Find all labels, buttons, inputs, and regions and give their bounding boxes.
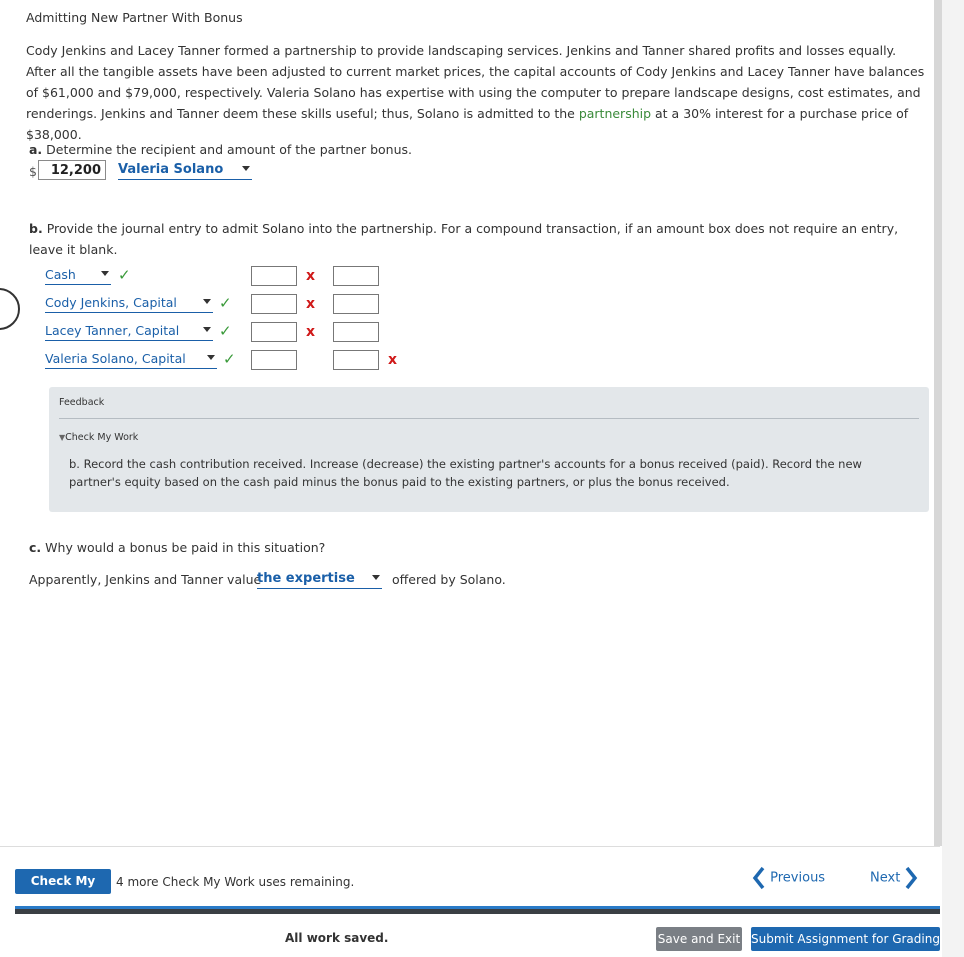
bonus-recipient-select[interactable]: Valeria Solano	[118, 162, 252, 180]
check-my-work-toggle[interactable]: ▼Check My Work	[59, 432, 139, 443]
save-and-exit-button[interactable]: Save and Exit	[656, 927, 742, 951]
previous-button[interactable]: Previous	[752, 866, 825, 890]
part-c-question: c. Why would a bonus be paid in this situation?	[29, 540, 326, 555]
chevron-down-icon	[203, 327, 211, 332]
correct-check-icon: ✓	[118, 266, 131, 284]
check-my-work-button[interactable]: Check My	[15, 869, 111, 894]
correct-check-icon: ✓	[223, 350, 236, 368]
reason-select[interactable]: the expertise	[257, 571, 382, 589]
save-status: All work saved.	[285, 931, 389, 945]
feedback-text: b. Record the cash contribution received. Increase (decrease) the existing partner's accounts for a bonus received (paid). Record the new partner's equity based on the cash paid minus the bonus paid to the existing partners, or plus the bonus received.	[69, 457, 862, 489]
footer-divider	[0, 846, 940, 847]
chevron-down-icon	[203, 299, 211, 304]
part-c-answer: Apparently, Jenkins and Tanner value	[29, 572, 262, 587]
chevron-down-icon	[242, 166, 250, 171]
account-select-tanner[interactable]: Lacey Tanner, Capital	[45, 323, 213, 341]
scrollbar[interactable]	[934, 0, 942, 846]
account-select-solano[interactable]: Valeria Solano, Capital	[45, 351, 217, 369]
credit-input[interactable]	[333, 294, 379, 314]
chevron-down-icon	[207, 355, 215, 360]
page-title: Admitting New Partner With Bonus	[26, 10, 243, 25]
part-a-question: a. Determine the recipient and amount of the partner bonus.	[29, 142, 412, 157]
chevron-right-icon	[904, 866, 918, 890]
incorrect-x-icon: x	[306, 324, 316, 340]
window-edge	[942, 0, 964, 957]
chevron-down-icon	[372, 575, 380, 580]
correct-check-icon: ✓	[219, 294, 232, 312]
correct-check-icon: ✓	[219, 322, 232, 340]
account-select-cash[interactable]: Cash	[45, 267, 111, 285]
next-button[interactable]: Next	[870, 866, 918, 890]
glossary-link[interactable]: partnership	[578, 106, 652, 121]
incorrect-x-icon: x	[388, 352, 398, 368]
chevron-left-icon	[752, 866, 766, 890]
cursor-circle-icon	[0, 288, 20, 330]
account-select-jenkins[interactable]: Cody Jenkins, Capital	[45, 295, 213, 313]
incorrect-x-icon: x	[306, 296, 316, 312]
feedback-panel	[49, 387, 929, 512]
bonus-amount-input[interactable]: 12,200	[38, 160, 106, 180]
problem-statement: Cody Jenkins and Lacey Tanner formed a partnership to provide landscaping services. Jenkins and Tanner shared profits and losses equally. After all the tangible assets have been adjusted to current market prices, the capital accounts of Cody Jenkins and Lacey Tanner have balances of $61,000 and $79,000, respectively. Valeria Solano has expertise with using the computer to prepare landscape designs, cost estimates, and renderings. Jenkins and Tanner deem these skills useful; thus, Solano is admitted to the partnership at a 30% interest for a purchase price of $38,000.	[26, 43, 925, 142]
credit-input[interactable]	[333, 266, 379, 286]
footer-bar	[15, 906, 940, 914]
chevron-down-icon	[101, 271, 109, 276]
debit-input[interactable]	[251, 294, 297, 314]
currency-symbol: $	[29, 164, 37, 179]
debit-input[interactable]	[251, 350, 297, 370]
feedback-title: Feedback	[59, 397, 105, 408]
credit-input[interactable]	[333, 322, 379, 342]
credit-input[interactable]	[333, 350, 379, 370]
uses-remaining: 4 more Check My Work uses remaining.	[116, 875, 355, 889]
triangle-down-icon: ▼	[59, 433, 66, 442]
incorrect-x-icon: x	[306, 268, 316, 284]
debit-input[interactable]	[251, 322, 297, 342]
submit-assignment-button[interactable]: Submit Assignment for Grading	[751, 927, 940, 951]
feedback-divider	[59, 418, 919, 419]
part-c-answer-tail: offered by Solano.	[392, 572, 506, 587]
part-b-question: b. Provide the journal entry to admit Solano into the partnership. For a compound transaction, if an amount box does not require an entry, leave it blank.	[29, 221, 899, 257]
debit-input[interactable]	[251, 266, 297, 286]
